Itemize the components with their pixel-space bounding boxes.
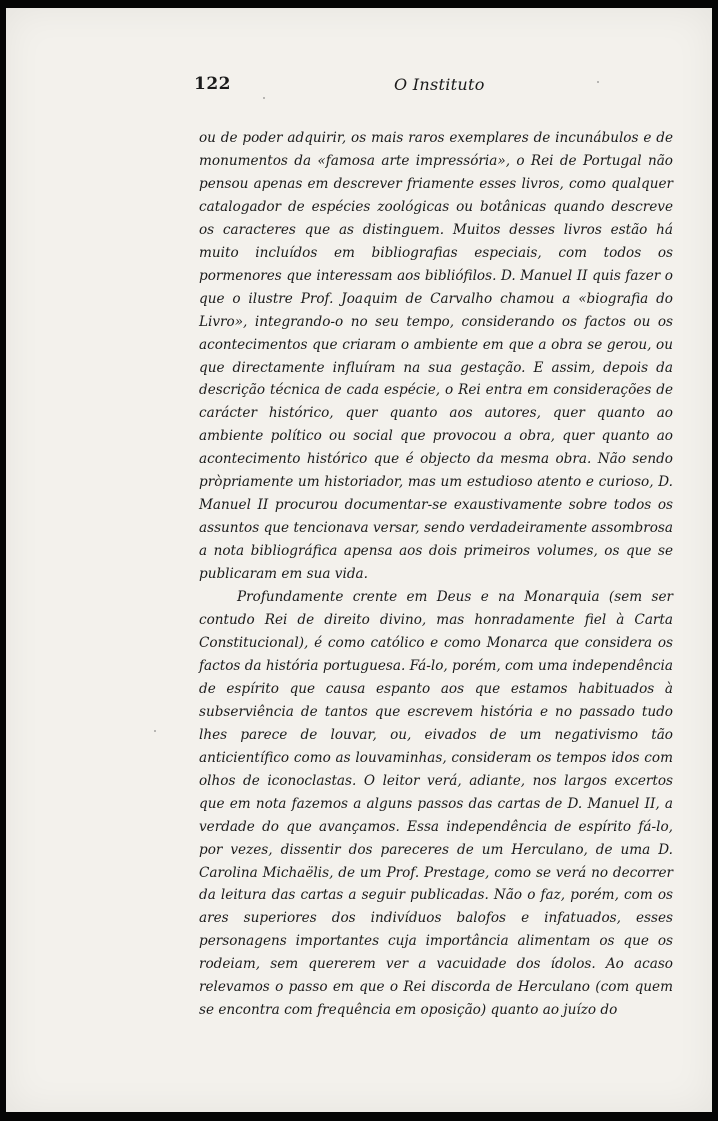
book-page bbox=[6, 8, 712, 1112]
body-text bbox=[199, 127, 673, 1022]
paragraph-1: ou de poder adquirir, os mais raros exemplares de incunábulos e de monumentos da «famosa arte impressória», o Rei de Portugal não pensou apenas em descrever friamente esses livros, como qualquer catalogador de espécies zoológicas ou botânicas quando descreve os caracteres que as distinguem. Muitos desses livros estão há muito incluídos em bibliografias especiais, com todos os pormenores que interessam aos bibliófilos. D. Manuel II quis fazer o que o ilustre Prof. Joaquim de Carvalho chamou a «biografia do Livro», integrando-o no seu tempo, considerando os factos ou os acontecimentos que criaram o ambiente em que a obra se gerou, ou que directamente influíram na sua gestação. E assim, depois da descrição técnica de cada espécie, o Rei entra em considerações de carácter histórico, quer quanto aos autores, quer quanto ao ambiente político ou social que provocou a obra, quer quanto ao acontecimento histórico que é objecto da mesma obra. Não sendo pròpriamente um historiador, mas um estudioso atento e curioso, D. Manuel II procurou documentar-se exaustivamente sobre todos os assuntos que tencionava versar, sendo verdadeiramente assombrosa a nota bibliográfica apensa aos dois primeiros volumes, os que se publicaram em sua vida. bbox=[199, 130, 673, 583]
page-number: 122 bbox=[194, 74, 231, 94]
paragraph-2: Profundamente crente em Deus e na Monarquia (sem ser contudo Rei de direito divino, mas honradamente fiel à Carta Constitucional), é como católico e como Monarca que considera os factos da história portuguesa. Fá-lo, porém, com uma independência de espírito que causa espanto aos que estamos habituados à subserviência de tantos que escrevem história e no passado tudo lhes parece de louvar, ou, eivados de um negativismo tão anticientífico como as louvaminhas, consideram os tempos idos com olhos de iconoclastas. O leitor verá, adiante, nos largos excertos que em nota fazemos a alguns passos das cartas de D. Manuel II, a verdade do que avançamos. Essa independência de espírito fá-lo, por vezes, dissentir dos pareceres de um Herculano, de uma D. Carolina Michaëlis, de um Prof. Prestage, como se verá no decorrer da leitura das cartas a seguir publicadas. Não o faz, porém, com os ares superiores dos indivíduos balofos e infatuados, esses personagens importantes cuja importância alimentam os que os rodeiam, sem quererem ver a vacuidade dos ídolos. Ao acaso relevamos o passo em que o Rei discorda de Herculano (com quem se encontra com frequência em oposição) quanto ao juízo do bbox=[199, 589, 673, 1019]
scan-speck bbox=[263, 97, 265, 99]
running-title: O Instituto bbox=[394, 75, 485, 94]
scan-speck bbox=[597, 81, 599, 83]
page-header bbox=[194, 74, 534, 102]
scan-speck bbox=[154, 730, 156, 732]
